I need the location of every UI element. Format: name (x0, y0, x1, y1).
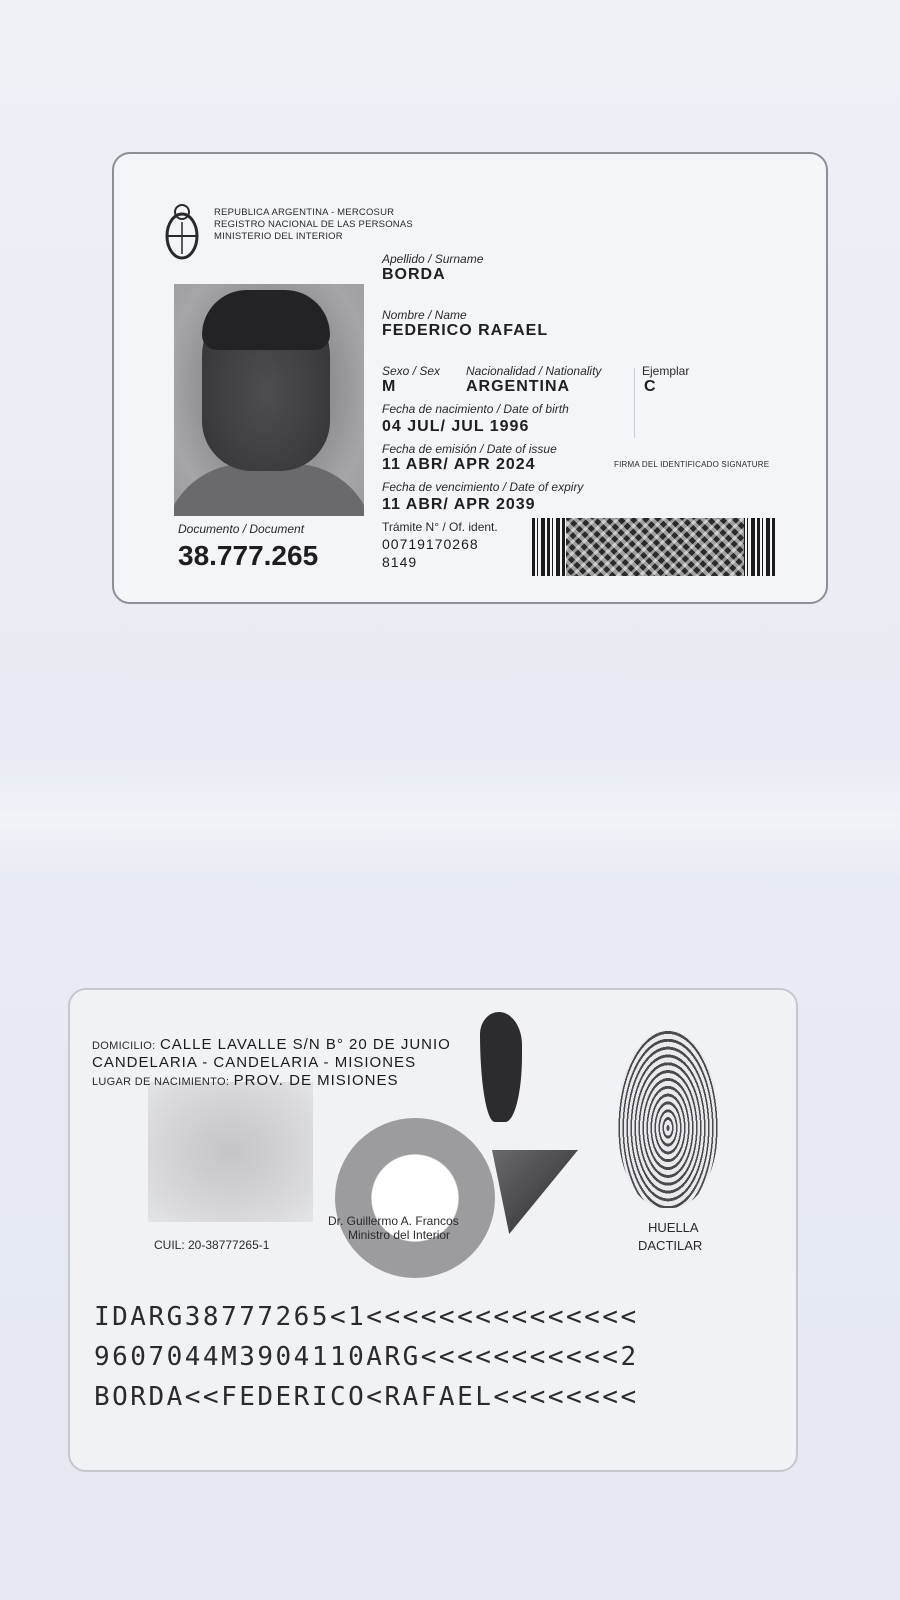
signature-label: FIRMA DEL IDENTIFICADO SIGNATURE (614, 460, 770, 469)
lugar-value: PROV. DE MISIONES (233, 1072, 399, 1089)
header-line-1: REPUBLICA ARGENTINA - MERCOSUR (214, 207, 395, 218)
holder-photo (174, 284, 364, 516)
huella-line-1: HUELLA (648, 1220, 699, 1235)
expiry-value: 11 ABR/ APR 2039 (382, 496, 536, 513)
official-seal (335, 1118, 495, 1278)
fingerprint-icon (618, 1030, 718, 1208)
cuil: CUIL: 20-38777265-1 (154, 1238, 270, 1252)
sex-label: Sexo / Sex (382, 364, 441, 378)
nationality-label: Nacionalidad / Nationality (466, 364, 602, 378)
name-label: Nombre / Name (382, 308, 467, 322)
issue-label: Fecha de emisión / Date of issue (382, 442, 557, 456)
id-card-back (68, 988, 798, 1472)
copy-value: C (644, 378, 657, 395)
tramite-number: 00719170268 (382, 536, 479, 552)
tramite-label: Trámite N° / Of. ident. (382, 520, 498, 534)
domicilio-line-2: CANDELARIA - CANDELARIA - MISIONES (92, 1054, 417, 1071)
signature-area (634, 368, 765, 438)
expiry-label: Fecha de vencimiento / Date of expiry (382, 480, 584, 494)
huella-line-2: DACTILAR (638, 1238, 703, 1253)
minister-title: Ministro del Interior (348, 1228, 451, 1242)
mrz-line-3: BORDA<<FEDERICO<RAFAEL<<<<<<<< (94, 1382, 639, 1412)
tramite-code: 8149 (382, 554, 418, 570)
sex-value: M (382, 378, 397, 395)
issue-value: 11 ABR/ APR 2024 (382, 456, 536, 473)
domicilio-row (92, 1036, 451, 1054)
id-card-front (112, 152, 828, 604)
mrz-line-2: 9607044M3904110ARG<<<<<<<<<<<2 (94, 1342, 639, 1372)
copy-label: Ejemplar (642, 364, 690, 378)
coat-of-arms-icon (164, 202, 200, 262)
paper-fold-shadow (0, 760, 900, 880)
surname-value: BORDA (382, 266, 446, 283)
nationality-value: ARGENTINA (466, 378, 571, 395)
pdf417-barcode (532, 518, 777, 576)
minister-name: Dr. Guillermo A. Francos (328, 1214, 459, 1228)
header-line-3: MINISTERIO DEL INTERIOR (214, 231, 343, 242)
domicilio-line-1: CALLE LAVALLE S/N B° 20 DE JUNIO (159, 1036, 451, 1053)
domicilio-label: DOMICILIO: (92, 1040, 156, 1052)
birth-label: Fecha de nacimiento / Date of birth (382, 402, 569, 416)
lugar-label: LUGAR DE NACIMIENTO: (92, 1076, 230, 1088)
document-number: 38.777.265 (178, 540, 319, 571)
argentina-map-icon (480, 1012, 522, 1122)
name-value: FEDERICO RAFAEL (382, 322, 549, 339)
antarctica-map-icon (492, 1150, 578, 1234)
ghost-photo (148, 1082, 313, 1222)
header-line-2: REGISTRO NACIONAL DE LAS PERSONAS (214, 219, 413, 230)
birth-value: 04 JUL/ JUL 1996 (382, 418, 530, 435)
surname-label: Apellido / Surname (382, 252, 484, 266)
document-label: Documento / Document (178, 522, 305, 536)
mrz-line-1: IDARG38777265<1<<<<<<<<<<<<<<< (94, 1302, 639, 1332)
lugar-row (92, 1072, 399, 1090)
